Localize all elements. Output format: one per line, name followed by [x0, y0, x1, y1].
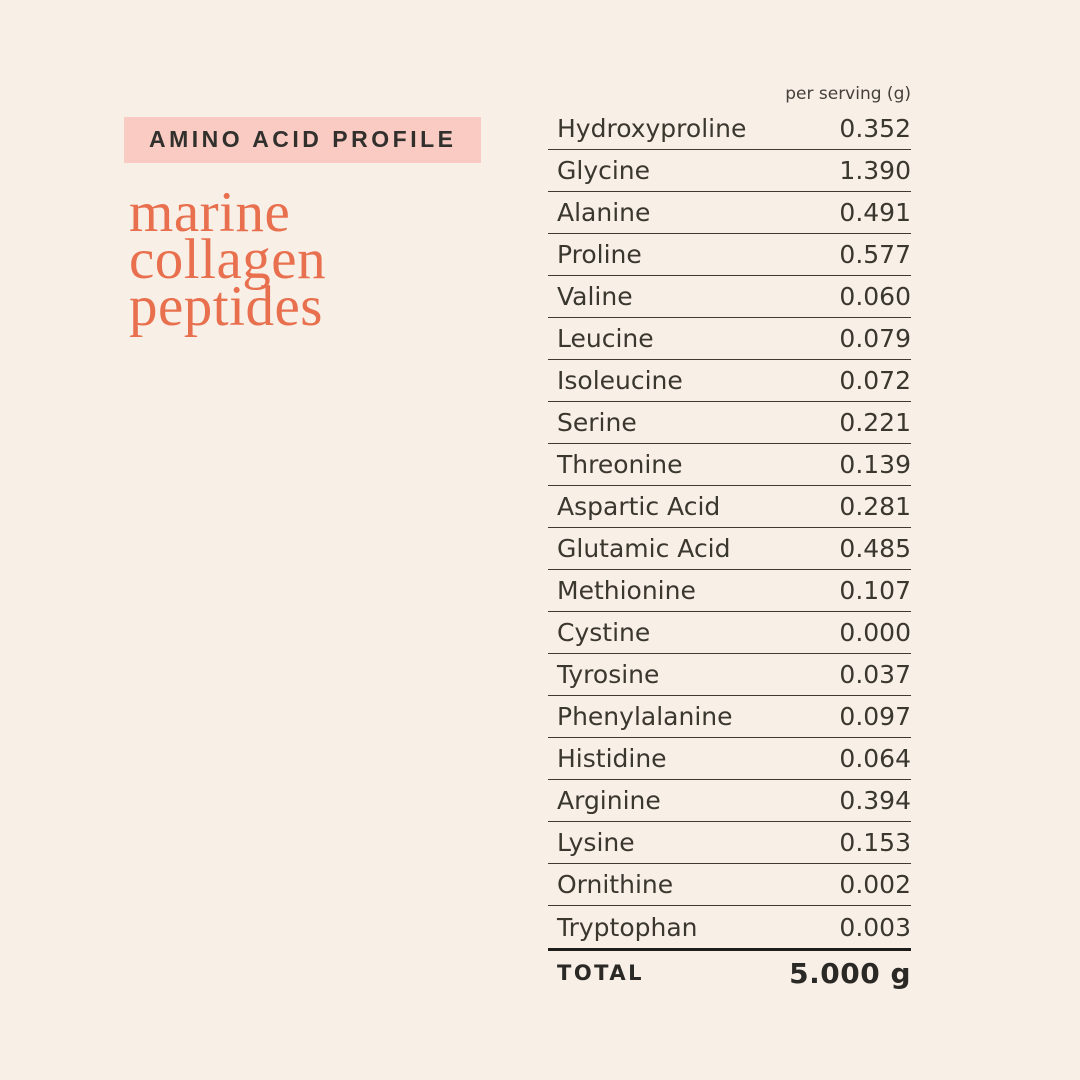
amino-acid-value: 0.000: [839, 618, 911, 647]
amino-acid-name: Histidine: [557, 744, 667, 773]
amino-acid-name: Proline: [557, 240, 642, 269]
amino-acid-name: Tryptophan: [557, 912, 698, 942]
table-row: [548, 192, 911, 234]
table-row: [548, 780, 911, 822]
table-row: [548, 738, 911, 780]
amino-acid-value: 0.107: [839, 576, 911, 605]
amino-acid-value: 0.097: [839, 702, 911, 731]
section-badge-label: AMINO ACID PROFILE: [149, 126, 457, 152]
total-row: [548, 948, 911, 995]
amino-acid-value: 0.037: [839, 660, 911, 689]
amino-acid-name: Tyrosine: [557, 660, 660, 689]
amino-acid-name: Glutamic Acid: [557, 534, 731, 563]
section-badge: [124, 117, 481, 163]
amino-acid-name: Serine: [557, 408, 637, 437]
product-title-line-2: collagen: [129, 228, 327, 291]
amino-acid-table: [548, 84, 911, 995]
amino-acid-name: Phenylalanine: [557, 702, 733, 731]
amino-acid-name: Aspartic Acid: [557, 492, 721, 521]
table-row: [548, 906, 911, 948]
amino-acid-value: 0.352: [839, 114, 911, 143]
table-rows: [548, 108, 911, 948]
amino-acid-value: 0.221: [839, 408, 911, 437]
left-panel: [124, 117, 481, 338]
table-row: [548, 150, 911, 192]
table-row: [548, 108, 911, 150]
amino-acid-value: 0.072: [839, 366, 911, 395]
table-row: [548, 234, 911, 276]
amino-acid-value: 0.281: [839, 492, 911, 521]
amino-acid-name: Lysine: [557, 828, 635, 857]
amino-acid-value: 0.491: [839, 198, 911, 227]
table-row: [548, 402, 911, 444]
amino-acid-name: Valine: [557, 282, 633, 311]
amino-acid-name: Glycine: [557, 156, 651, 185]
amino-acid-name: Cystine: [557, 618, 651, 647]
amino-acid-name: Threonine: [557, 450, 683, 479]
table-row: [548, 444, 911, 486]
amino-acid-value: 0.485: [839, 534, 911, 563]
table-row: [548, 360, 911, 402]
amino-acid-value: 0.139: [839, 450, 911, 479]
product-title-line-3: peptides: [129, 275, 323, 338]
table-row: [548, 570, 911, 612]
amino-acid-value: 0.002: [839, 870, 911, 899]
table-row: [548, 276, 911, 318]
amino-acid-value: 0.003: [839, 912, 911, 942]
amino-acid-name: Ornithine: [557, 870, 674, 899]
table-row: [548, 528, 911, 570]
total-label: TOTAL: [557, 961, 645, 985]
product-title: [129, 181, 481, 338]
table-row: [548, 822, 911, 864]
amino-acid-value: 0.577: [839, 240, 911, 269]
amino-acid-name: Arginine: [557, 786, 661, 815]
table-row: [548, 318, 911, 360]
amino-acid-value: 0.079: [839, 324, 911, 353]
amino-acid-name: Hydroxyproline: [557, 114, 747, 143]
amino-acid-value: 0.153: [839, 828, 911, 857]
table-row: [548, 612, 911, 654]
amino-acid-name: Isoleucine: [557, 366, 683, 395]
table-row: [548, 696, 911, 738]
product-title-line-1: marine: [129, 181, 291, 244]
total-value: 5.000 g: [789, 956, 911, 990]
amino-acid-value: 0.060: [839, 282, 911, 311]
table-row: [548, 486, 911, 528]
amino-acid-value: 0.394: [839, 786, 911, 815]
per-serving-header: per serving (g): [785, 84, 911, 104]
amino-acid-value: 0.064: [839, 744, 911, 773]
amino-acid-value: 1.390: [839, 156, 911, 185]
amino-acid-name: Methionine: [557, 576, 696, 605]
amino-acid-name: Leucine: [557, 324, 654, 353]
table-row: [548, 654, 911, 696]
amino-acid-name: Alanine: [557, 198, 651, 227]
table-row: [548, 864, 911, 906]
